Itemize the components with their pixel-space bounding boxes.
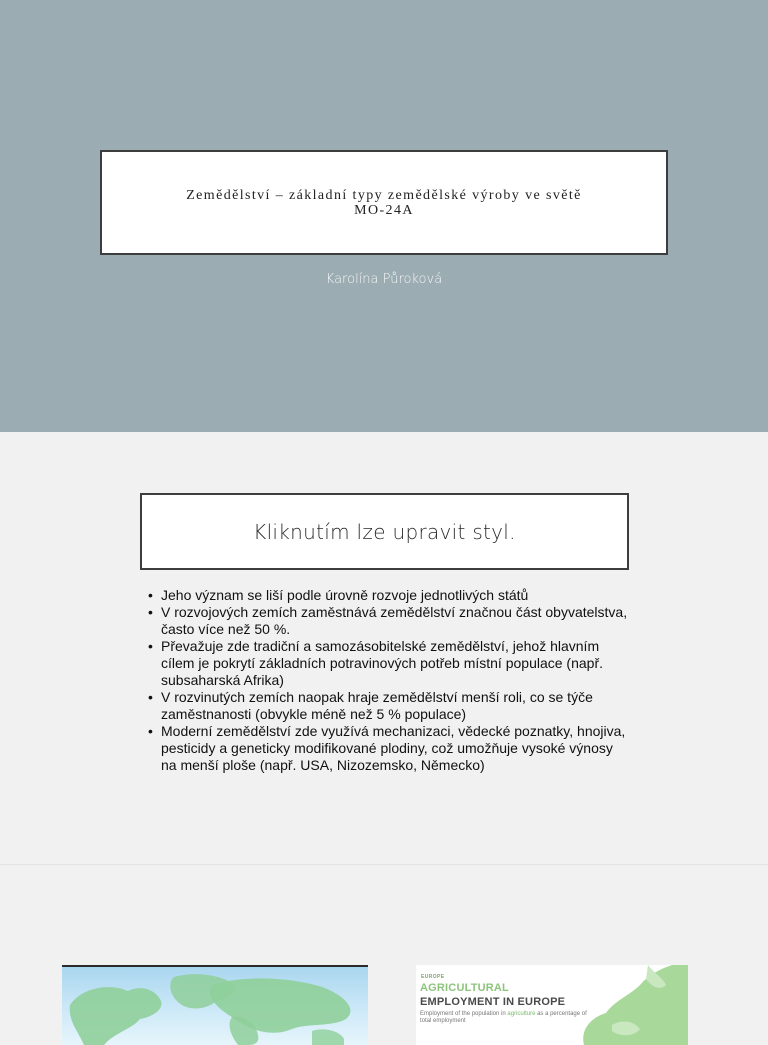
author-name: Karolína Půroková xyxy=(325,272,443,287)
bullet-item: • Moderní zemědělství zde využívá mechanizaci, vědecké poznatky, hnojiva, pesticidy a geneticky modifikované plodiny, což umožňuje vysoké výnosy na menší ploše (např. USA, Nizozemsko, Německo) xyxy=(148,723,628,774)
slide-subtitle-code: MO-24A xyxy=(354,202,414,218)
infographic-subtitle-highlight: agriculture xyxy=(507,1011,536,1017)
image-slide xyxy=(0,865,768,1024)
bullet-item: • V rozvojových zemích zaměstnává zemědělství značnou část obyvatelstva, často více než 50 %. xyxy=(148,604,628,638)
world-map-icon xyxy=(62,965,368,1045)
slide-heading: Kliknutím lze upravit styl. xyxy=(253,519,516,544)
title-slide xyxy=(0,0,768,432)
infographic-kicker: EUROPE xyxy=(421,974,445,980)
slide-title: Zemědělství – základní typy zemědělské výroby ve světě xyxy=(186,187,582,203)
content-slide xyxy=(0,432,768,864)
agricultural-employment-infographic[interactable] xyxy=(416,965,688,1045)
bullet-item: • Jeho význam se liší podle úrovně rozvoje jednotlivých států xyxy=(148,587,628,604)
infographic-subtitle-post: as a percentage of total employment xyxy=(420,1011,587,1024)
heading-box[interactable] xyxy=(140,493,629,570)
infographic-subtitle xyxy=(420,1011,590,1025)
infographic-title-line2: EMPLOYMENT IN EUROPE xyxy=(420,996,566,1008)
bullet-list[interactable] xyxy=(148,587,628,774)
bullet-item: • Převažuje zde tradiční a samozásobitelské zemědělství, jehož hlavním cílem je pokrytí základních potravinových potřeb místní populace (např. subsaharská Afrika) xyxy=(148,638,628,689)
infographic-subtitle-pre: Employment of the population in xyxy=(420,1011,508,1017)
title-box[interactable] xyxy=(100,150,668,255)
infographic-title-line1: AGRICULTURAL xyxy=(420,982,509,994)
world-map-image[interactable] xyxy=(62,965,368,1045)
bullet-item: • V rozvinutých zemích naopak hraje zemědělství menší roli, co se týče zaměstnanosti (obvykle méně než 5 % populace) xyxy=(148,689,628,723)
